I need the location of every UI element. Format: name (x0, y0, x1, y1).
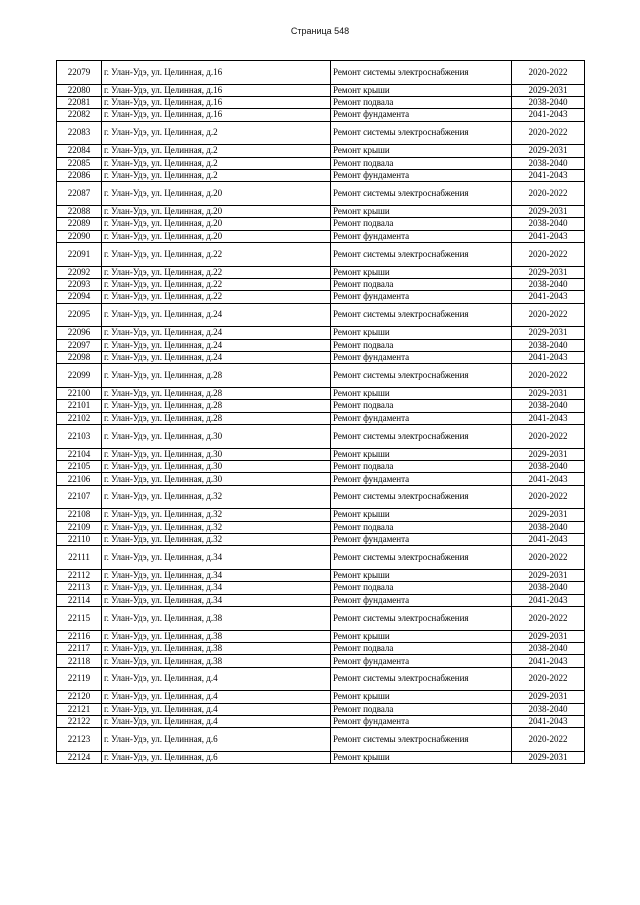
work-type-cell: Ремонт крыши (331, 630, 512, 642)
period-cell: 2020-2022 (512, 667, 585, 691)
table-row (57, 84, 585, 96)
period-cell: 2029-2031 (512, 387, 585, 399)
period-cell: 2041-2043 (512, 412, 585, 424)
row-number-cell: 22101 (57, 400, 102, 412)
row-number-cell: 22122 (57, 716, 102, 728)
work-type-cell: Ремонт крыши (331, 387, 512, 399)
row-number-cell: 22093 (57, 278, 102, 290)
period-cell: 2041-2043 (512, 109, 585, 121)
work-type-cell: Ремонт крыши (331, 509, 512, 521)
period-cell: 2038-2040 (512, 400, 585, 412)
address-cell: г. Улан-Удэ, ул. Целинная, д.16 (102, 61, 331, 85)
table-row (57, 703, 585, 715)
period-cell: 2041-2043 (512, 169, 585, 181)
table-row (57, 691, 585, 703)
row-number-cell: 22084 (57, 145, 102, 157)
period-cell: 2041-2043 (512, 716, 585, 728)
address-cell: г. Улан-Удэ, ул. Целинная, д.4 (102, 716, 331, 728)
work-type-cell: Ремонт фундамента (331, 230, 512, 242)
row-number-cell: 22088 (57, 205, 102, 217)
row-number-cell: 22100 (57, 387, 102, 399)
address-cell: г. Улан-Удэ, ул. Целинная, д.4 (102, 691, 331, 703)
work-type-cell: Ремонт крыши (331, 145, 512, 157)
table-row (57, 327, 585, 339)
row-number-cell: 22087 (57, 182, 102, 206)
address-cell: г. Улан-Удэ, ул. Целинная, д.30 (102, 473, 331, 485)
table-row (57, 594, 585, 606)
work-type-cell: Ремонт системы электроснабжения (331, 667, 512, 691)
work-type-cell: Ремонт крыши (331, 569, 512, 581)
period-cell: 2020-2022 (512, 485, 585, 509)
period-cell: 2038-2040 (512, 339, 585, 351)
period-cell: 2038-2040 (512, 582, 585, 594)
work-type-cell: Ремонт крыши (331, 751, 512, 763)
period-cell: 2020-2022 (512, 546, 585, 570)
address-cell: г. Улан-Удэ, ул. Целинная, д.28 (102, 364, 331, 388)
address-cell: г. Улан-Удэ, ул. Целинная, д.22 (102, 266, 331, 278)
work-type-cell: Ремонт фундамента (331, 594, 512, 606)
table-row (57, 569, 585, 581)
table-row (57, 243, 585, 267)
period-cell: 2029-2031 (512, 751, 585, 763)
work-type-cell: Ремонт фундамента (331, 473, 512, 485)
address-cell: г. Улан-Удэ, ул. Целинная, д.28 (102, 412, 331, 424)
table-row (57, 387, 585, 399)
address-cell: г. Улан-Удэ, ул. Целинная, д.2 (102, 145, 331, 157)
row-number-cell: 22091 (57, 243, 102, 267)
row-number-cell: 22104 (57, 448, 102, 460)
row-number-cell: 22081 (57, 96, 102, 108)
table-row (57, 607, 585, 631)
work-type-cell: Ремонт системы электроснабжения (331, 546, 512, 570)
work-type-cell: Ремонт системы электроснабжения (331, 485, 512, 509)
period-cell: 2029-2031 (512, 569, 585, 581)
table-row (57, 303, 585, 327)
work-type-cell: Ремонт системы электроснабжения (331, 364, 512, 388)
row-number-cell: 22094 (57, 291, 102, 303)
row-number-cell: 22105 (57, 460, 102, 472)
table-row (57, 278, 585, 290)
work-type-cell: Ремонт фундамента (331, 169, 512, 181)
row-number-cell: 22115 (57, 607, 102, 631)
period-cell: 2020-2022 (512, 243, 585, 267)
address-cell: г. Улан-Удэ, ул. Целинная, д.32 (102, 533, 331, 545)
work-type-cell: Ремонт подвала (331, 96, 512, 108)
work-type-cell: Ремонт системы электроснабжения (331, 243, 512, 267)
work-type-cell: Ремонт фундамента (331, 291, 512, 303)
table-row (57, 716, 585, 728)
table-row (57, 728, 585, 752)
page-title: Страница 548 (290, 26, 350, 36)
work-type-cell: Ремонт подвала (331, 339, 512, 351)
address-cell: г. Улан-Удэ, ул. Целинная, д.2 (102, 121, 331, 145)
table-row (57, 460, 585, 472)
row-number-cell: 22098 (57, 351, 102, 363)
address-cell: г. Улан-Удэ, ул. Целинная, д.38 (102, 655, 331, 667)
table-row (57, 642, 585, 654)
period-cell: 2038-2040 (512, 278, 585, 290)
work-type-cell: Ремонт фундамента (331, 655, 512, 667)
row-number-cell: 22120 (57, 691, 102, 703)
row-number-cell: 22114 (57, 594, 102, 606)
table-row (57, 630, 585, 642)
table-row (57, 121, 585, 145)
address-cell: г. Улан-Удэ, ул. Целинная, д.20 (102, 182, 331, 206)
address-cell: г. Улан-Удэ, ул. Целинная, д.20 (102, 230, 331, 242)
period-cell: 2041-2043 (512, 655, 585, 667)
row-number-cell: 22096 (57, 327, 102, 339)
address-cell: г. Улан-Удэ, ул. Целинная, д.6 (102, 728, 331, 752)
work-type-cell: Ремонт крыши (331, 691, 512, 703)
address-cell: г. Улан-Удэ, ул. Целинная, д.34 (102, 569, 331, 581)
row-number-cell: 22082 (57, 109, 102, 121)
address-cell: г. Улан-Удэ, ул. Целинная, д.16 (102, 109, 331, 121)
address-cell: г. Улан-Удэ, ул. Целинная, д.24 (102, 339, 331, 351)
period-cell: 2029-2031 (512, 630, 585, 642)
row-number-cell: 22090 (57, 230, 102, 242)
period-cell: 2038-2040 (512, 460, 585, 472)
work-type-cell: Ремонт подвала (331, 218, 512, 230)
work-type-cell: Ремонт крыши (331, 266, 512, 278)
period-cell: 2038-2040 (512, 703, 585, 715)
period-cell: 2038-2040 (512, 157, 585, 169)
period-cell: 2029-2031 (512, 266, 585, 278)
period-cell: 2020-2022 (512, 728, 585, 752)
period-cell: 2029-2031 (512, 145, 585, 157)
work-type-cell: Ремонт крыши (331, 205, 512, 217)
table-row (57, 145, 585, 157)
row-number-cell: 22092 (57, 266, 102, 278)
address-cell: г. Улан-Удэ, ул. Целинная, д.2 (102, 169, 331, 181)
table-row (57, 266, 585, 278)
address-cell: г. Улан-Удэ, ул. Целинная, д.38 (102, 607, 331, 631)
table-row (57, 182, 585, 206)
row-number-cell: 22119 (57, 667, 102, 691)
address-cell: г. Улан-Удэ, ул. Целинная, д.32 (102, 485, 331, 509)
table-row (57, 205, 585, 217)
table-body (57, 61, 585, 764)
table-row (57, 448, 585, 460)
row-number-cell: 22113 (57, 582, 102, 594)
period-cell: 2041-2043 (512, 473, 585, 485)
address-cell: г. Улан-Удэ, ул. Целинная, д.38 (102, 630, 331, 642)
row-number-cell: 22080 (57, 84, 102, 96)
address-cell: г. Улан-Удэ, ул. Целинная, д.20 (102, 218, 331, 230)
work-type-cell: Ремонт системы электроснабжения (331, 61, 512, 85)
work-type-cell: Ремонт подвала (331, 521, 512, 533)
work-type-cell: Ремонт системы электроснабжения (331, 182, 512, 206)
row-number-cell: 22110 (57, 533, 102, 545)
period-cell: 2020-2022 (512, 425, 585, 449)
row-number-cell: 22089 (57, 218, 102, 230)
work-type-cell: Ремонт системы электроснабжения (331, 728, 512, 752)
table-row (57, 230, 585, 242)
repair-schedule-table (56, 60, 585, 764)
period-cell: 2029-2031 (512, 327, 585, 339)
row-number-cell: 22118 (57, 655, 102, 667)
table-row (57, 509, 585, 521)
row-number-cell: 22095 (57, 303, 102, 327)
period-cell: 2020-2022 (512, 607, 585, 631)
row-number-cell: 22117 (57, 642, 102, 654)
row-number-cell: 22079 (57, 61, 102, 85)
work-type-cell: Ремонт системы электроснабжения (331, 303, 512, 327)
table-row (57, 667, 585, 691)
address-cell: г. Улан-Удэ, ул. Целинная, д.4 (102, 703, 331, 715)
period-cell: 2029-2031 (512, 84, 585, 96)
row-number-cell: 22108 (57, 509, 102, 521)
table-row (57, 96, 585, 108)
address-cell: г. Улан-Удэ, ул. Целинная, д.4 (102, 667, 331, 691)
row-number-cell: 22121 (57, 703, 102, 715)
row-number-cell: 22102 (57, 412, 102, 424)
address-cell: г. Улан-Удэ, ул. Целинная, д.16 (102, 96, 331, 108)
table-row (57, 364, 585, 388)
table-row (57, 400, 585, 412)
table-row (57, 339, 585, 351)
table-row (57, 533, 585, 545)
address-cell: г. Улан-Удэ, ул. Целинная, д.34 (102, 594, 331, 606)
row-number-cell: 22111 (57, 546, 102, 570)
work-type-cell: Ремонт фундамента (331, 412, 512, 424)
work-type-cell: Ремонт подвала (331, 582, 512, 594)
period-cell: 2020-2022 (512, 364, 585, 388)
period-cell: 2029-2031 (512, 691, 585, 703)
address-cell: г. Улан-Удэ, ул. Целинная, д.28 (102, 400, 331, 412)
work-type-cell: Ремонт фундамента (331, 351, 512, 363)
period-cell: 2041-2043 (512, 230, 585, 242)
table-row (57, 169, 585, 181)
table-row (57, 655, 585, 667)
address-cell: г. Улан-Удэ, ул. Целинная, д.32 (102, 521, 331, 533)
row-number-cell: 22109 (57, 521, 102, 533)
row-number-cell: 22124 (57, 751, 102, 763)
table-row (57, 412, 585, 424)
table-row (57, 582, 585, 594)
work-type-cell: Ремонт фундамента (331, 109, 512, 121)
table-row (57, 109, 585, 121)
table-row (57, 521, 585, 533)
work-type-cell: Ремонт подвала (331, 157, 512, 169)
work-type-cell: Ремонт подвала (331, 400, 512, 412)
address-cell: г. Улан-Удэ, ул. Целинная, д.24 (102, 327, 331, 339)
address-cell: г. Улан-Удэ, ул. Целинная, д.2 (102, 157, 331, 169)
period-cell: 2020-2022 (512, 303, 585, 327)
address-cell: г. Улан-Удэ, ул. Целинная, д.22 (102, 291, 331, 303)
work-type-cell: Ремонт подвала (331, 642, 512, 654)
period-cell: 2041-2043 (512, 594, 585, 606)
address-cell: г. Улан-Удэ, ул. Целинная, д.32 (102, 509, 331, 521)
row-number-cell: 22097 (57, 339, 102, 351)
table-row (57, 291, 585, 303)
work-type-cell: Ремонт подвала (331, 278, 512, 290)
period-cell: 2029-2031 (512, 448, 585, 460)
address-cell: г. Улан-Удэ, ул. Целинная, д.16 (102, 84, 331, 96)
address-cell: г. Улан-Удэ, ул. Целинная, д.6 (102, 751, 331, 763)
table-row (57, 751, 585, 763)
period-cell: 2029-2031 (512, 509, 585, 521)
table-row (57, 157, 585, 169)
address-cell: г. Улан-Удэ, ул. Целинная, д.30 (102, 425, 331, 449)
table-row (57, 485, 585, 509)
address-cell: г. Улан-Удэ, ул. Целинная, д.20 (102, 205, 331, 217)
period-cell: 2041-2043 (512, 351, 585, 363)
period-cell: 2020-2022 (512, 182, 585, 206)
work-type-cell: Ремонт фундамента (331, 533, 512, 545)
address-cell: г. Улан-Удэ, ул. Целинная, д.24 (102, 303, 331, 327)
row-number-cell: 22083 (57, 121, 102, 145)
work-type-cell: Ремонт подвала (331, 703, 512, 715)
address-cell: г. Улан-Удэ, ул. Целинная, д.24 (102, 351, 331, 363)
work-type-cell: Ремонт крыши (331, 327, 512, 339)
table-row (57, 425, 585, 449)
period-cell: 2020-2022 (512, 121, 585, 145)
work-type-cell: Ремонт системы электроснабжения (331, 425, 512, 449)
table-row (57, 351, 585, 363)
address-cell: г. Улан-Удэ, ул. Целинная, д.30 (102, 448, 331, 460)
row-number-cell: 22103 (57, 425, 102, 449)
work-type-cell: Ремонт крыши (331, 448, 512, 460)
address-cell: г. Улан-Удэ, ул. Целинная, д.38 (102, 642, 331, 654)
work-type-cell: Ремонт крыши (331, 84, 512, 96)
period-cell: 2041-2043 (512, 291, 585, 303)
address-cell: г. Улан-Удэ, ул. Целинная, д.22 (102, 278, 331, 290)
period-cell: 2020-2022 (512, 61, 585, 85)
address-cell: г. Улан-Удэ, ул. Целинная, д.28 (102, 387, 331, 399)
period-cell: 2038-2040 (512, 218, 585, 230)
row-number-cell: 22123 (57, 728, 102, 752)
row-number-cell: 22085 (57, 157, 102, 169)
address-cell: г. Улан-Удэ, ул. Целинная, д.22 (102, 243, 331, 267)
table-row (57, 218, 585, 230)
address-cell: г. Улан-Удэ, ул. Целинная, д.34 (102, 582, 331, 594)
period-cell: 2038-2040 (512, 96, 585, 108)
row-number-cell: 22107 (57, 485, 102, 509)
period-cell: 2038-2040 (512, 642, 585, 654)
table-row (57, 546, 585, 570)
period-cell: 2041-2043 (512, 533, 585, 545)
period-cell: 2038-2040 (512, 521, 585, 533)
row-number-cell: 22086 (57, 169, 102, 181)
row-number-cell: 22099 (57, 364, 102, 388)
row-number-cell: 22106 (57, 473, 102, 485)
address-cell: г. Улан-Удэ, ул. Целинная, д.34 (102, 546, 331, 570)
work-type-cell: Ремонт системы электроснабжения (331, 607, 512, 631)
period-cell: 2029-2031 (512, 205, 585, 217)
work-type-cell: Ремонт фундамента (331, 716, 512, 728)
table-row (57, 473, 585, 485)
table-row (57, 61, 585, 85)
address-cell: г. Улан-Удэ, ул. Целинная, д.30 (102, 460, 331, 472)
row-number-cell: 22116 (57, 630, 102, 642)
work-type-cell: Ремонт подвала (331, 460, 512, 472)
row-number-cell: 22112 (57, 569, 102, 581)
work-type-cell: Ремонт системы электроснабжения (331, 121, 512, 145)
